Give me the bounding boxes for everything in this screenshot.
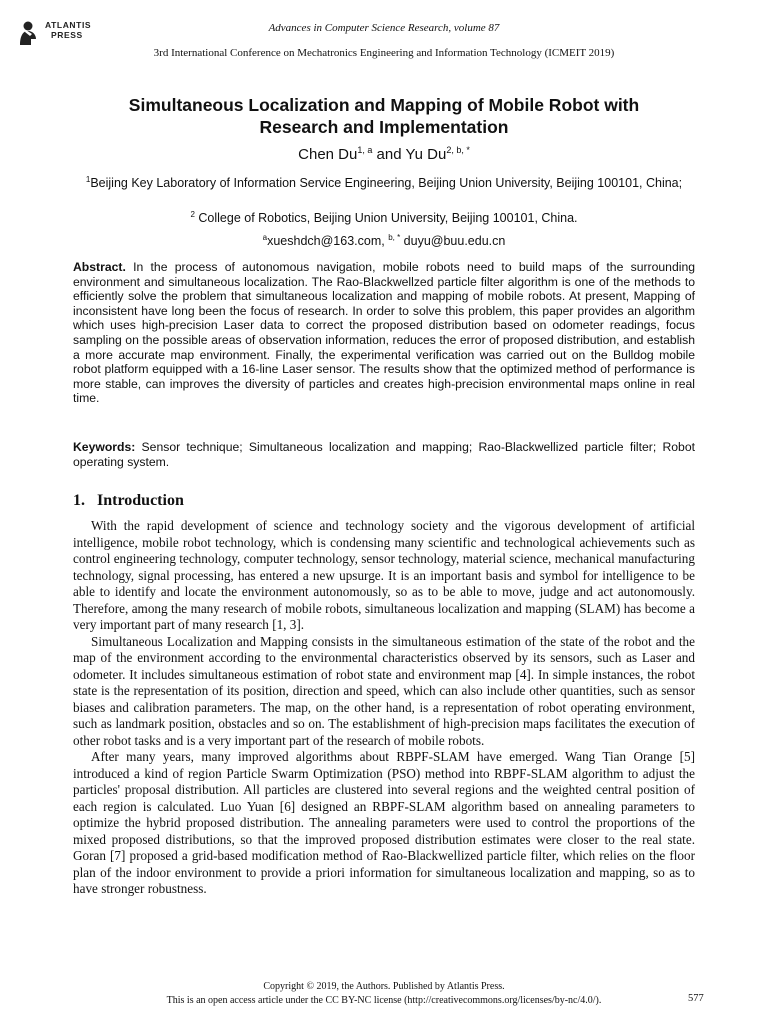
section-number: 1. [73, 492, 85, 509]
body-paragraph-2: Simultaneous Localization and Mapping consists in the simultaneous estimation of the state of the robot and the map of the environment according to the environmental characteristics observed by its sensors, such as Laser and odometer. It includes simultaneous estimation of robot state and environment map [4]. In simple instances, the robot state is the representation of its position, direction and speed, which can also include other quantities, such as sensor biases and calibration parameters. The map, on the other hand, is a representation of robot operating environment, such as landmark position, obstacles and so on. The establishment of high-precision maps facilitates the execution of other robot tasks and is a very important part of the research of mobile robots. [73, 633, 695, 748]
abstract-text: In the process of autonomous navigation, mobile robots need to build maps of the surrounding environment and simultaneous localization. The Rao-Blackwellzed particle filter algorithm is one of the methods to efficiently solve the problem that simultaneous localization and mapping of mobile robots. At present, Mapping of inconsistent have long been the focus of research. In order to solve this problem, this paper provides an algorithm which uses high-precision Laser data to correct the proposed distribution based on odometer readings, focus sampling on the possible areas of observation information, reduces the error of proposed distribution, and establish a more accurate map environment. Finally, the experimental verification was carried out on the Bulldog mobile robot platform equipped with a 16-line Laser sensor. The results show that the optimized method of performance is more stable, can improves the diversity of particles and creates high-precision environmental maps online in real time. [73, 260, 695, 406]
keywords-text: Sensor technique; Simultaneous localization and mapping; Rao-Blackwellized particle filter; Robot operating system. [73, 440, 695, 469]
copyright-line: Copyright © 2019, the Authors. Published by Atlantis Press. [263, 981, 505, 992]
logo-line-1: ATLANTIS [45, 20, 92, 30]
author-2-affiliation-mark: 2, b, * [446, 145, 470, 155]
journal-header: Advances in Computer Science Research, volume 87 [268, 22, 500, 34]
body-paragraph-1: With the rapid development of science and technology society and the vigorous development of artificial intelligence, mobile robot technology, which is condensing many scientific and technological achievements such as control engineering technology, computer technology, sensor technology, material science, mechanical manufacturing technology, signal processing, has entered a new upsurge. It is an important basis and symbol for intelligence to be able to identify and locate the environment autonomously, so as to be able to move, judge and act autonomously. Therefore, among the many research of mobile robots, simultaneous localization and mapping (SLAM) has become a very important part of many research [1, 3]. [73, 518, 695, 632]
conference-header: 3rd International Conference on Mechatronics Engineering and Information Technology (ICMEIT 2019) [153, 47, 615, 59]
logo-line-2: PRESS [51, 30, 83, 40]
email-2-mark: b, * [388, 233, 401, 242]
affiliation-2 [0, 210, 768, 225]
affiliation-1-text: Beijing Key Laboratory of Information Service Engineering, Beijing Union University, Beijing 100101, China; [90, 176, 683, 190]
email-1-mark: a [262, 233, 268, 242]
keywords-label: Keywords: [73, 440, 136, 454]
section-title: Introduction [97, 492, 184, 509]
author-emails [0, 233, 768, 248]
page-footer [0, 980, 768, 1008]
abstract [73, 260, 695, 406]
affiliation-2-mark: 2 [190, 210, 195, 219]
title-line-1: Simultaneous Localization and Mapping of Mobile Robot with [128, 95, 640, 115]
author-conjunction: and [372, 146, 406, 163]
paper-title [60, 94, 708, 138]
body-paragraph-3: After many years, many improved algorithms about RBPF-SLAM have emerged. Wang Tian Orange [5] introduced a kind of region Particle Swarm Optimization (PSO) method into RBPF-SLAM algorithm to adjust the particles' proposal distribution. All particles are clustered into several regions and the weighted central position of each region is calculated. Luo Yuan [6] designed an RBPF-SLAM algorithm based on annealing parameters to optimize the hybrid proposed distribution. The annealing parameters were used to control the proportions of the mixed proposed distributions, so that the improved proposed distribution estimates were closer to the real state. Goran [7] proposed a grid-based modification method of Rao-Blackwellized particle filter, which relies on the floor plan of the indoor environment to provide a priori information for simultaneous localization and mapping, so as to have stronger robustness. [73, 749, 695, 896]
affiliation-2-text: College of Robotics, Beijing Union University, Beijing 100101, China. [194, 211, 578, 225]
page-number: 577 [688, 993, 704, 1004]
section-heading [73, 492, 184, 510]
email-2: duyu@buu.edu.cn [400, 234, 506, 248]
title-line-2: Research and Implementation [259, 117, 509, 137]
affiliation-1 [80, 172, 688, 191]
author-1: Chen Du [298, 146, 358, 163]
affiliation-1-mark: 1 [85, 175, 91, 184]
keywords [73, 440, 695, 469]
email-1: xueshdch@163.com, [267, 234, 389, 248]
abstract-label: Abstract. [73, 260, 126, 274]
license-line: This is an open access article under the CC BY-NC license (http://creativecommons.org/licenses/by-nc/4.0/). [166, 995, 602, 1006]
section-body [73, 518, 695, 898]
author-2: Yu Du [405, 146, 447, 163]
author-list [0, 145, 768, 163]
author-1-affiliation-mark: 1, a [357, 145, 373, 155]
